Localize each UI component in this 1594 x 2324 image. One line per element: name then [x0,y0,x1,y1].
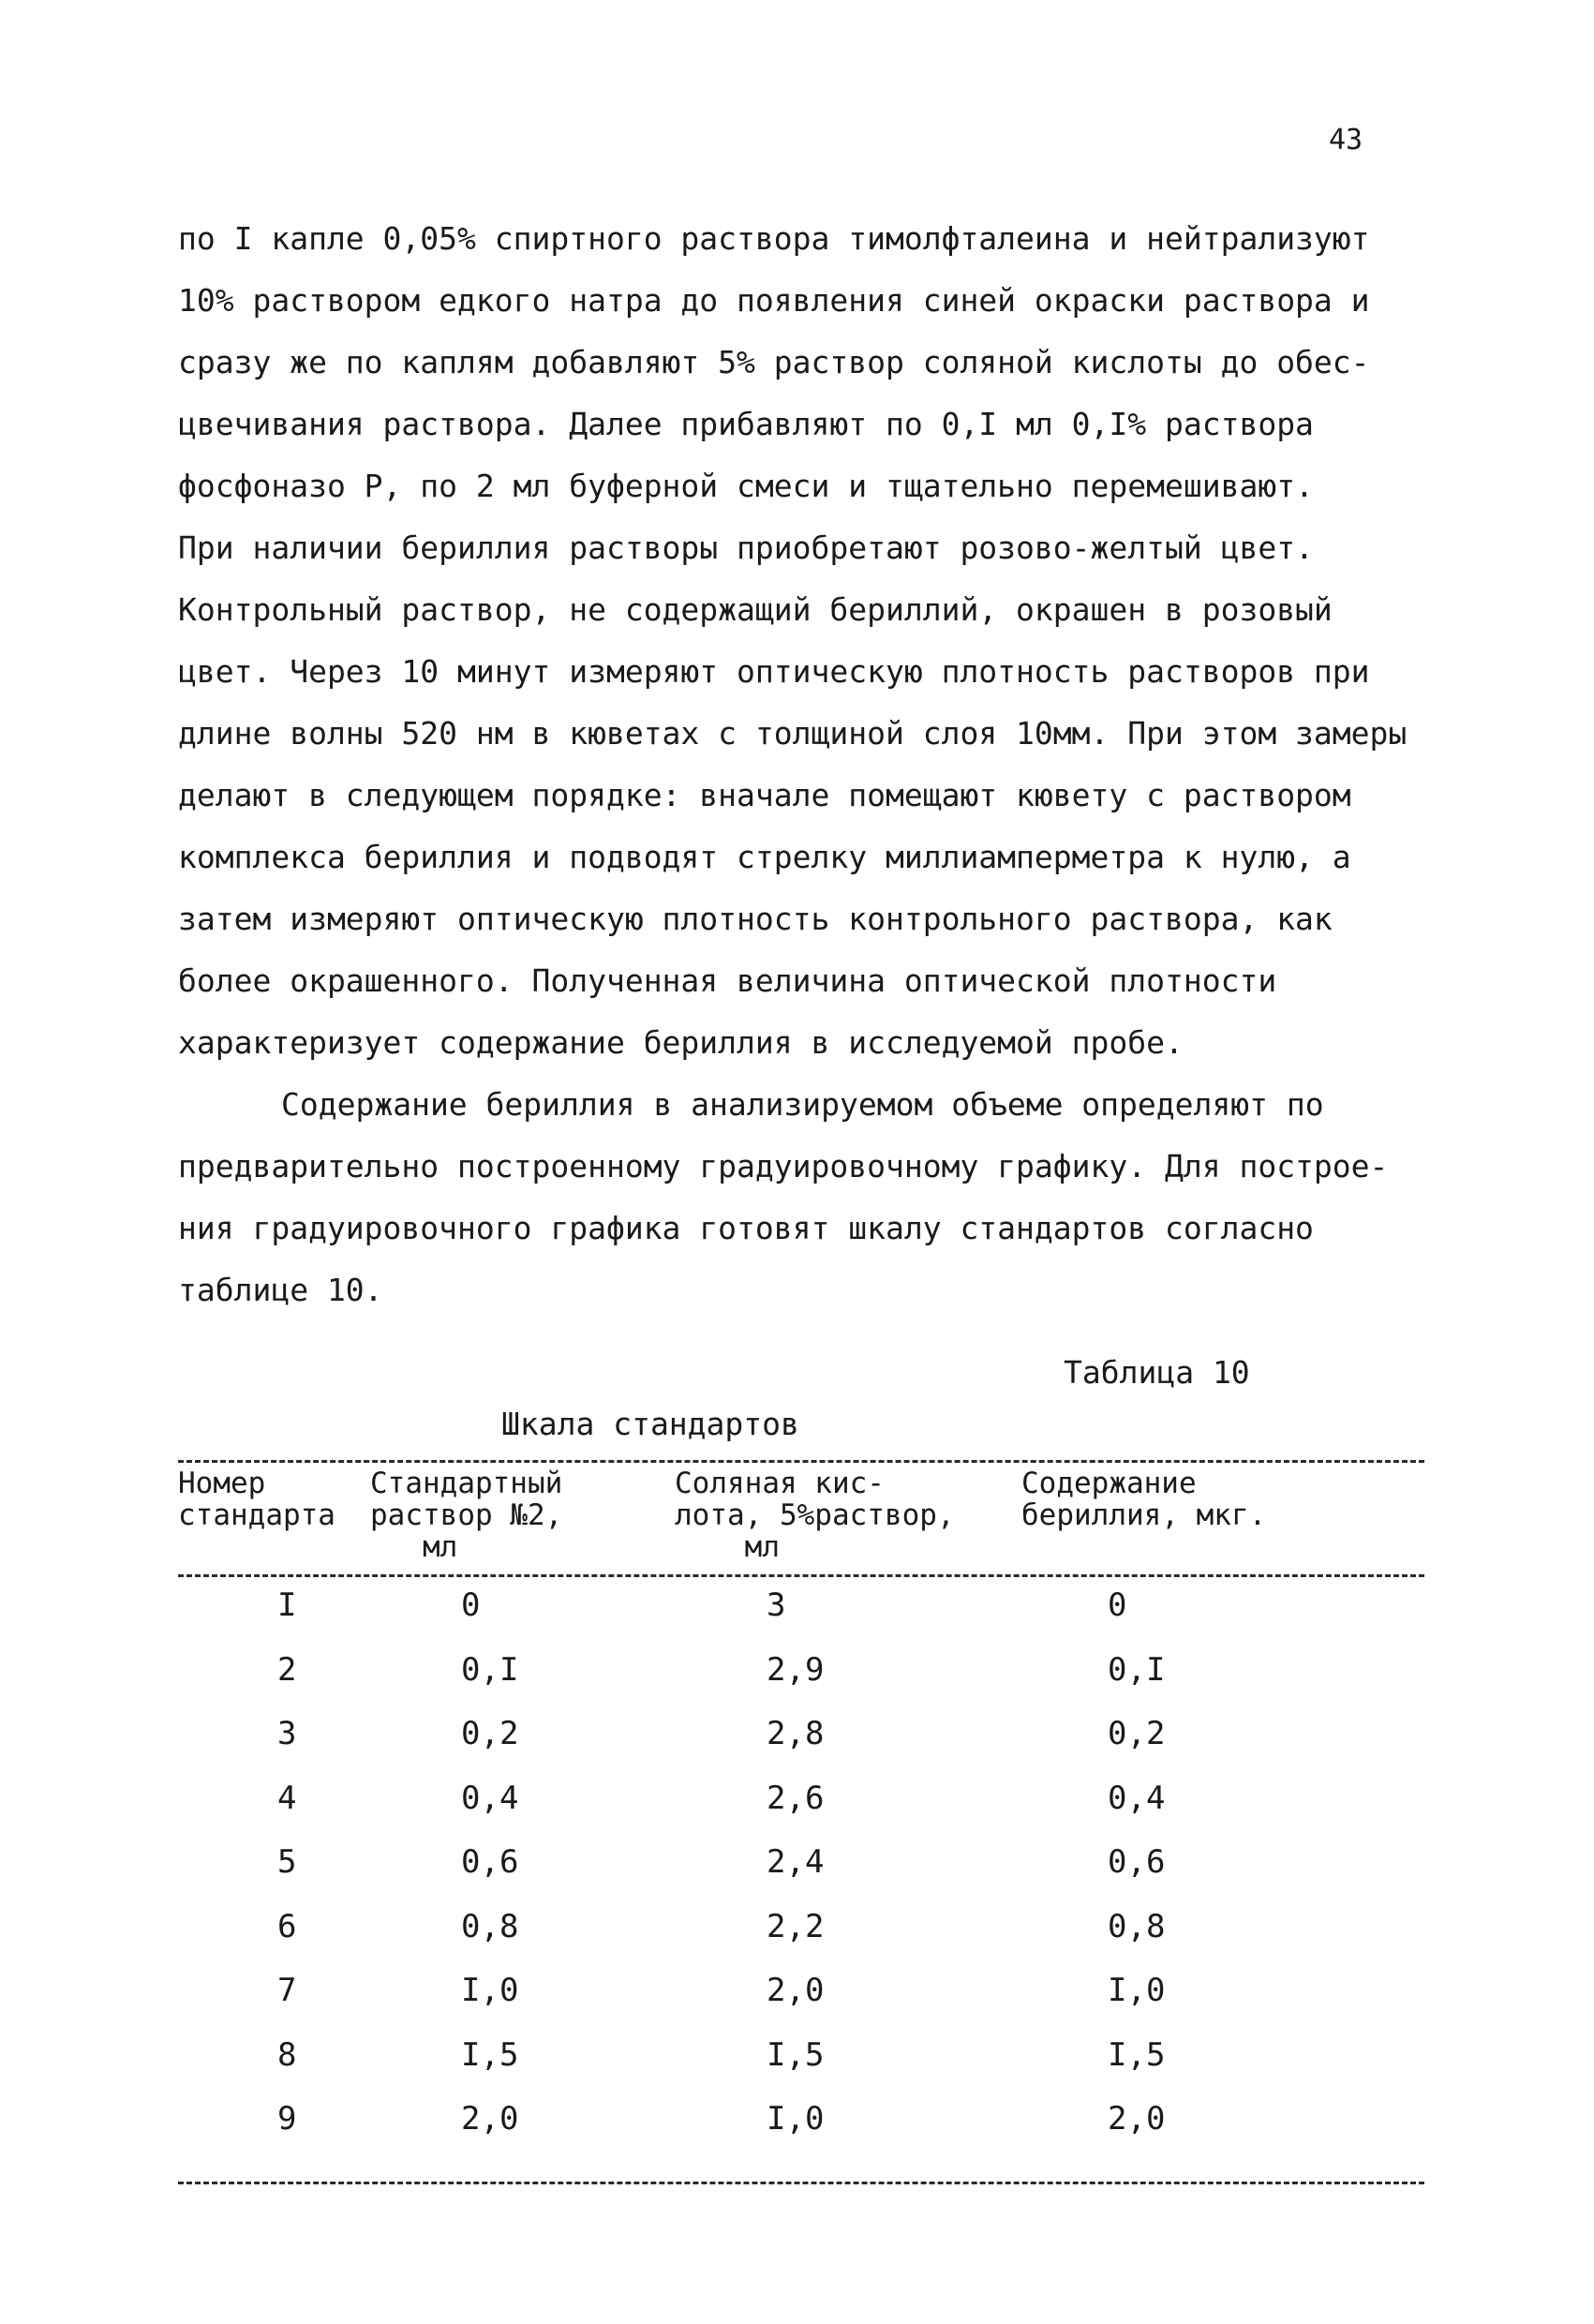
table-row [0,1777,1594,1841]
table-cell: 0,6 [1108,1843,1166,1881]
table-cell: 2,0 [1108,2100,1166,2138]
table-body [0,1584,1594,2162]
text-line: цвет. Через 10 минут измеряют оптическую плотность растворов при [178,653,1370,690]
text-line: ния градуировочного графика готовят шкалу стандартов согласно [178,1210,1314,1246]
table-cell: 6 [277,1907,297,1945]
table-cell: I,0 [767,2100,825,2138]
table-cell: 0,4 [1108,1779,1166,1817]
table-cell: 0,4 [461,1779,519,1817]
table-cell: 2 [277,1650,297,1689]
text-line: предварительно построенному градуировочному графику. Для построе- [178,1148,1389,1184]
table-row [0,1840,1594,1905]
table-row [0,2097,1594,2162]
table-cell: 0,2 [1108,1715,1166,1752]
page-number: 43 [1329,124,1363,156]
text-line: цвечивания раствора. Далее прибавляют по 0,I мл 0,I% раствора [178,406,1314,442]
text-line: сразу же по каплям добавляют 5% раствор соляной кислоты до обес- [178,344,1370,380]
table-title: Шкала стандартов [501,1406,799,1442]
body-text [178,208,1452,1321]
paragraph-2 [178,1074,1452,1321]
text-line: При наличии бериллия растворы приобретают розово-желтый цвет. [178,529,1314,566]
text-line: затем измеряют оптическую плотность контрольного раствора, как [178,901,1333,937]
table-row [0,2034,1594,2098]
table-cell: 2,6 [767,1779,825,1817]
table-cell: I [277,1587,297,1624]
table-cell: 0 [461,1587,481,1624]
table-cell: 5 [277,1843,297,1881]
table-cell: 2,2 [767,1907,825,1945]
text-line: фосфоназо Р, по 2 мл буферной смеси и тщательно перемешивают. [178,468,1314,504]
table-header-cell: Стандартный раствор №2, мл [370,1467,563,1564]
table-cell: 0,I [1108,1650,1166,1689]
table-cell: I,5 [767,2035,825,2074]
text-line: Содержание бериллия в анализируемом объеме определяют по [281,1086,1324,1123]
table-bottom-rule [178,2182,1424,2184]
table-row [0,1712,1594,1777]
table-cell: 9 [277,2100,297,2138]
table-cell: I,0 [461,1972,519,2009]
table-cell: I,5 [1108,2035,1166,2074]
table-row [0,1905,1594,1970]
table-cell: 3 [277,1715,297,1752]
table-cell: 3 [767,1587,786,1624]
table-top-rule [178,1460,1424,1463]
table-cell: 0,2 [461,1715,519,1752]
text-line: Контрольный раствор, не содержащий бериллий, окрашен в розовый [178,591,1333,628]
table-header-cell: Соляная кис- лота, 5%раствор, мл [675,1467,955,1564]
table-cell: 8 [277,2035,297,2074]
table-cell: I,0 [1108,1972,1166,2009]
text-line: длине волны 520 нм в кюветах с толщиной слоя 10мм. При этом замеры [178,715,1408,752]
table-caption: Таблица 10 [1064,1354,1250,1391]
table-cell: 0,6 [461,1843,519,1881]
table-cell: 4 [277,1779,297,1817]
text-line: таблице 10. [178,1272,383,1308]
table-header-cell: Содержание бериллия, мкг. [1021,1467,1267,1532]
table-cell: 0 [1108,1587,1127,1624]
table-cell: 2,8 [767,1715,825,1752]
table-cell: 2,9 [767,1650,825,1689]
table-row [0,1969,1594,2034]
text-line: характеризует содержание бериллия в исследуемой пробе. [178,1024,1184,1061]
table-cell: 2,0 [767,1972,825,2009]
text-line: по I капле 0,05% спиртного раствора тимолфталеина и нейтрализуют [178,220,1370,257]
table-header-cell: Номер стандарта [178,1467,335,1532]
table-cell: 2,4 [767,1843,825,1881]
table-cell: 0,8 [1108,1907,1166,1945]
text-line: более окрашенного. Полученная величина оптической плотности [178,962,1277,999]
table-cell: I,5 [461,2035,519,2074]
table-header-rule [178,1574,1424,1577]
text-line: 10% раствором едкого натра до появления синей окраски раствора и [178,282,1370,319]
table-cell: 2,0 [461,2100,519,2138]
table-cell: 7 [277,1972,297,2009]
table-row [0,1648,1594,1713]
text-line: делают в следующем порядке: вначале помещают кювету с раствором [178,777,1351,813]
table-cell: 0,8 [461,1907,519,1945]
paragraph-1 [178,208,1452,1074]
table-cell: 0,I [461,1650,519,1689]
table-row [0,1584,1594,1648]
text-line: комплекса бериллия и подводят стрелку миллиамперметра к нулю, а [178,839,1351,875]
